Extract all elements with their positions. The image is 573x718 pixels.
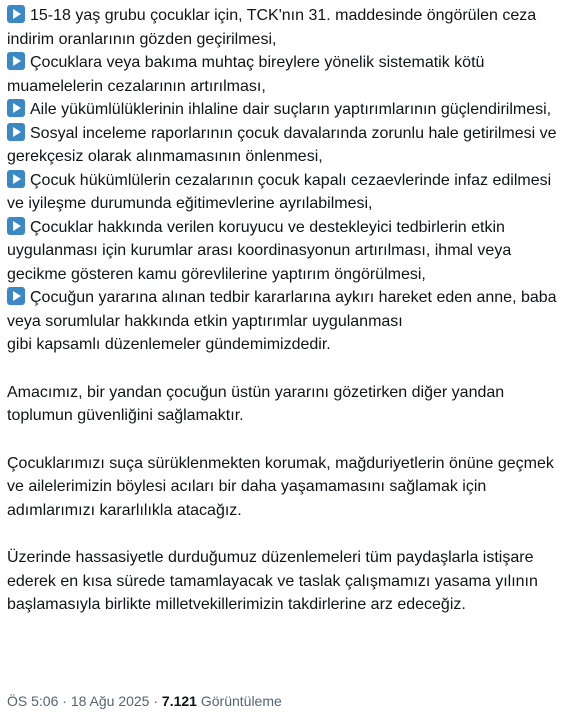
post-text	[7, 4, 567, 617]
play-button-icon	[7, 170, 25, 188]
play-button-icon	[7, 123, 25, 141]
separator-dot: ·	[153, 693, 159, 709]
list-item	[7, 169, 567, 216]
play-button-icon	[7, 217, 25, 235]
list-item-text: Sosyal inceleme raporlarının çocuk davalarında zorunlu hale getirilmesi ve gerekçesiz olarak alınmamasının önlenmesi,	[7, 124, 557, 165]
list-item	[7, 98, 567, 122]
list-conclusion: gibi kapsamlı düzenlemeler gündemimizdedir.	[7, 336, 331, 353]
play-button-icon	[7, 287, 25, 305]
play-button-icon	[7, 5, 25, 23]
separator-dot: ·	[62, 693, 67, 709]
post-time-link[interactable]: ÖS 5:06	[7, 693, 59, 709]
list-item	[7, 286, 567, 333]
paragraph-gap	[7, 522, 567, 546]
list-item	[7, 4, 567, 51]
list-item-text: Çocuk hükümlülerin cezalarının çocuk kapalı cezaevlerinde infaz edilmesi ve iyileşme durumunda eğitimevlerine ayrılabilmesi,	[7, 171, 552, 212]
paragraph-gap	[7, 428, 567, 452]
list-item	[7, 51, 567, 98]
paragraph-protect: Çocuklarımızı suça sürüklenmekten korumak, mağduriyetlerin önüne geçmek ve ailelerimizin böylesi acıları bir daha yaşamamasını sağlamak için adımlarımızı kararlılıkla atacağız.	[7, 454, 554, 519]
list-item-text: 15-18 yaş grubu çocuklar için, TCK'nın 31. maddesinde öngörülen ceza indirim oranlarının gözden geçirilmesi,	[7, 7, 537, 48]
list-item-text: Çocuklar hakkında verilen koruyucu ve destekleyici tedbirlerin etkin uygulanması için kurumlar arası koordinasyonun artırılması, ihmal veya gecikme gösteren kamu görevlilerine yaptırım öngörülmesi,	[7, 218, 512, 283]
post-date-link[interactable]: 18 Ağu 2025	[70, 693, 150, 709]
paragraph-gap	[7, 357, 567, 381]
list-item	[7, 122, 567, 169]
list-item	[7, 216, 567, 287]
view-count: 7.121	[161, 693, 197, 709]
list-item-text: Aile yükümlülüklerinin ihlaline dair suçların yaptırımlarının güçlendirilmesi,	[30, 101, 552, 118]
play-button-icon	[7, 52, 25, 70]
paragraph-consult: Üzerinde hassasiyetle durduğumuz düzenlemeleri tüm paydaşlarla istişare ederek en kısa sürede tamamlayacak ve taslak çalışmamızı yasama yılının başlamasıyla birlikte milletvekillerimizin takdirlerine arz edeceğiz.	[7, 549, 538, 613]
post-meta	[7, 693, 282, 709]
list-item-text: Çocuğun yararına alınan tedbir kararlarına aykırı hareket eden anne, baba veya sorumlular hakkında etkin yaptırımlar uygulanması	[7, 289, 557, 330]
list-item-text: Çocuklara veya bakıma muhtaç bireylere yönelik sistematik kötü muamelelerin cezalarının artırılması,	[7, 54, 485, 95]
view-count-label: Görüntüleme	[200, 693, 282, 709]
paragraph-aim: Amacımız, bir yandan çocuğun üstün yararını gözetirken diğer yandan toplumun güvenliğini sağlamaktır.	[7, 383, 505, 424]
play-button-icon	[7, 99, 25, 117]
